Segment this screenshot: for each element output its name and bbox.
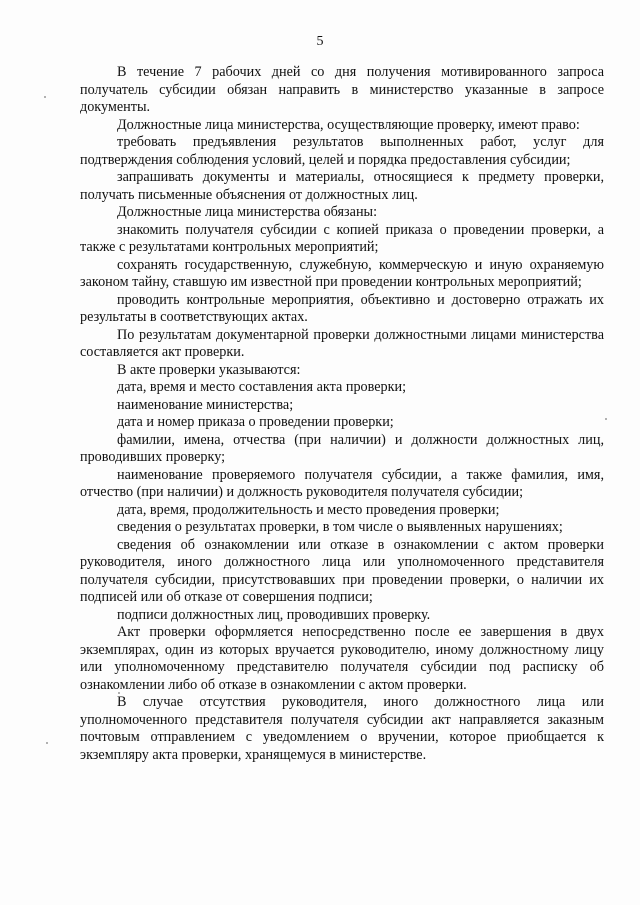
list-item: запрашивать документы и материалы, относящиеся к предмету проверки, получать письменные объяснения от должностных лиц. <box>80 169 604 203</box>
document-body <box>80 64 604 764</box>
scan-speck <box>118 692 120 694</box>
paragraph: В акте проверки указываются: <box>117 361 301 378</box>
scan-speck <box>605 418 607 420</box>
paragraph: Акт проверки оформляется непосредственно после ее завершения в двух экземплярах, один из которых вручается руководителю, иному должностному лицу или уполномоченному представителю получателя субсидии под расписку об ознакомлении либо об отказе в ознакомлении с актом проверки. <box>80 624 604 693</box>
list-item: сохранять государственную, служебную, коммерческую и иную охраняемую законом тайну, ставшую им известной при проведении контрольных мероприятий; <box>80 256 604 290</box>
scan-speck <box>46 742 48 744</box>
list-item: наименование министерства; <box>117 396 294 413</box>
paragraph: Должностные лица министерства, осуществляющие проверку, имеют право: <box>117 116 580 133</box>
scan-speck <box>44 96 46 98</box>
list-item: сведения об ознакомлении или отказе в ознакомлении с актом проверки руководителя, иного должностного лица или уполномоченного представителя получателя субсидии, присутствовавших при проведении проверки, о наличии их подписей или об отказе от совершения подписи; <box>80 536 604 605</box>
list-item: проводить контрольные мероприятия, объективно и достоверно отражать их результаты в соответствующих актах. <box>80 291 604 325</box>
list-item: требовать предъявления результатов выполненных работ, услуг для подтверждения соблюдения условий, целей и порядка предоставления субсидии; <box>80 134 604 168</box>
list-item: дата и номер приказа о проведении проверки; <box>117 414 394 430</box>
list-item: сведения о результатах проверки, в том числе о выявленных нарушениях; <box>117 519 563 535</box>
paragraph: В случае отсутствия руководителя, иного должностного лица или уполномоченного представителя получателя субсидии акт направляется заказным почтовым отправлением с уведомлением о вручении, которое приобщается к экземпляру акта проверки, хранящемуся в министерстве. <box>80 694 604 763</box>
page-number: 5 <box>316 34 324 49</box>
list-item: фамилии, имена, отчества (при наличии) и должности должностных лиц, проводивших проверку; <box>80 431 604 465</box>
paragraph: По результатам документарной проверки должностными лицами министерства составляется акт проверки. <box>80 326 604 360</box>
paragraph: В течение 7 рабочих дней со дня получения мотивированного запроса получатель субсидии обязан направить в министерство указанные в запросе документы. <box>80 64 604 115</box>
list-item: знакомить получателя субсидии с копией приказа о проведении проверки, а также с результатами контрольных мероприятий; <box>80 221 604 255</box>
list-item: подписи должностных лиц, проводивших проверку. <box>117 606 431 623</box>
list-item: дата, время и место составления акта проверки; <box>117 379 407 395</box>
list-item: дата, время, продолжительность и место проведения проверки; <box>117 501 500 518</box>
list-item: наименование проверяемого получателя субсидии, а также фамилия, имя, отчество (при наличии) и должность руководителя получателя субсидии; <box>80 466 604 500</box>
paragraph: Должностные лица министерства обязаны: <box>117 204 378 220</box>
